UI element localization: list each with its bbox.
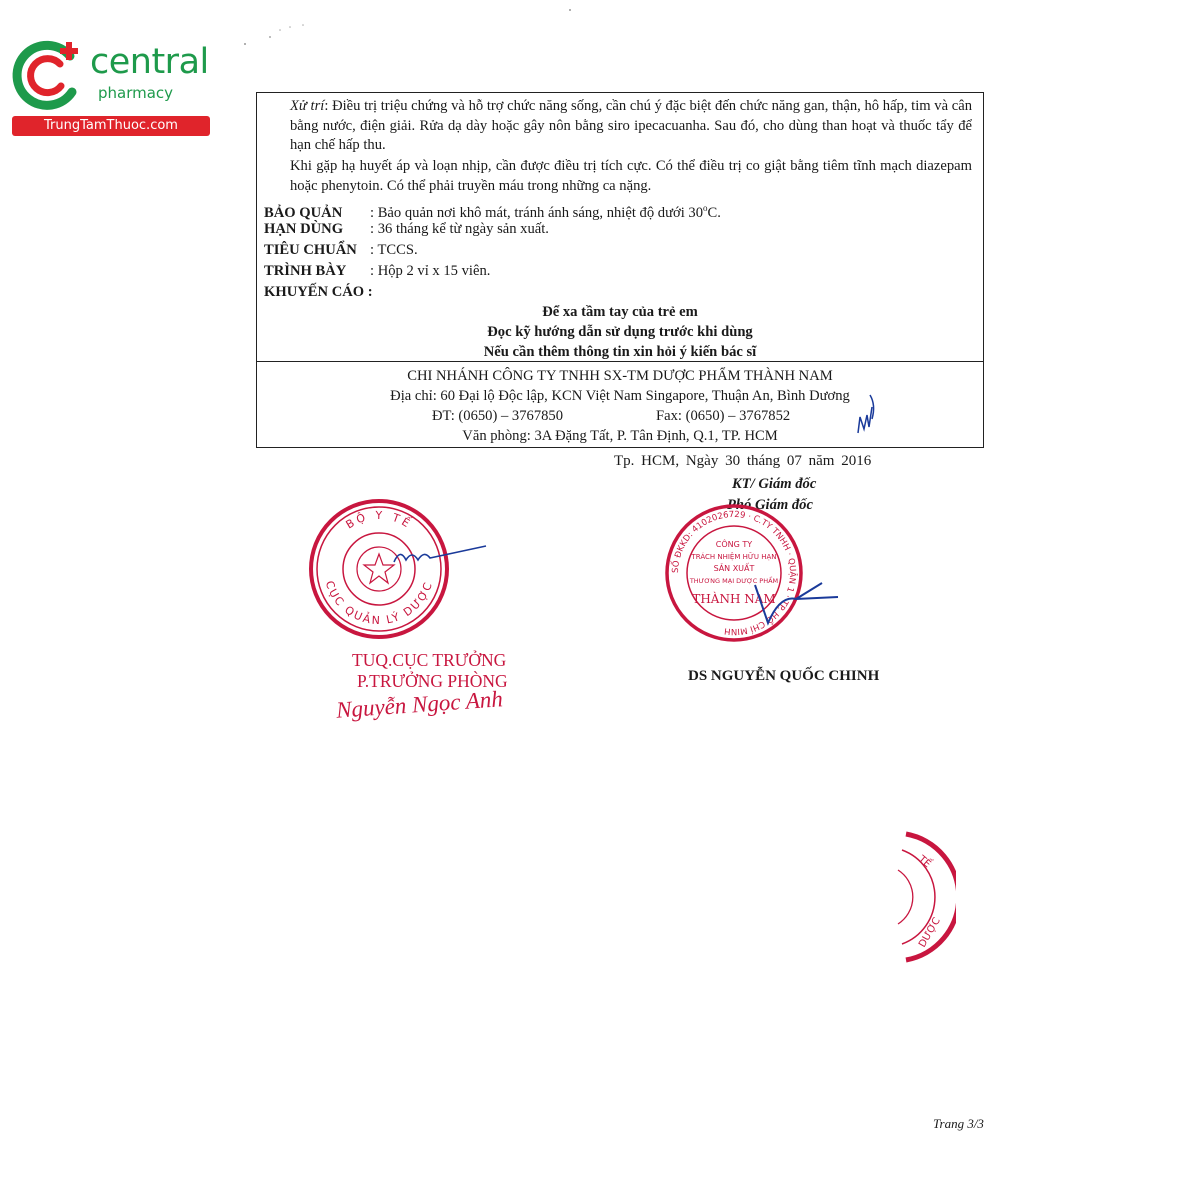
company-signature-icon xyxy=(750,575,845,630)
field-label: TIÊU CHUẨN xyxy=(264,242,357,258)
field-packaging xyxy=(264,261,490,281)
company-stamp-center-2: TRÁCH NHIỆM HỮU HẠN xyxy=(691,553,777,561)
signoff-role-2: Phó Giám đốc xyxy=(727,497,813,513)
field-expiry xyxy=(264,219,549,239)
field-value-suffix: C. xyxy=(707,204,721,221)
ministry-title-2: P.TRƯỞNG PHÒNG xyxy=(357,671,508,691)
treatment-paragraph-2 xyxy=(290,157,972,196)
treatment-text-1: : Điều trị triệu chứng và hỗ trợ chức năng sống, cần chú ý đặc biệt đến chức năng gan, thận, hô hấp, tim và cân bằng nước, điện giải. Rửa dạ dày hoặc gây nôn bằng siro ipecacuanha. Sau đó, cho dùng than hoạt và thuốc tẩy để hạn chế hấp thu. xyxy=(290,98,972,153)
scan-specks xyxy=(235,0,635,60)
degree-sup: o xyxy=(703,203,708,213)
ministry-signature-icon xyxy=(390,540,490,570)
logo-sub-text: pharmacy xyxy=(98,84,174,102)
company-fax: Fax: (0650) – 3767852 xyxy=(656,408,791,424)
field-value: : TCCS. xyxy=(370,242,418,258)
brand-logo xyxy=(10,38,215,138)
ministry-signer-name: Nguyễn Ngọc Anh xyxy=(335,686,504,723)
treatment-paragraph-1 xyxy=(290,97,972,156)
company-office: Văn phòng: 3A Đặng Tất, P. Tân Định, Q.1, TP. HCM xyxy=(462,428,778,444)
field-label: HẠN DÙNG xyxy=(264,221,344,237)
company-stamp-center-4: THƯƠNG MẠI DƯỢC PHẨM xyxy=(689,577,779,585)
logo-site-banner: TrungTamThuoc.com xyxy=(12,116,210,136)
date-line: Tp. HCM, Ngày 30 tháng 07 năm 2016 xyxy=(614,453,872,469)
partial-stamp-top: TẾ xyxy=(916,853,933,871)
initials-mark-icon xyxy=(850,385,880,440)
partial-stamp-bottom: DƯỢC xyxy=(917,915,943,950)
field-value-text: : Bảo quản nơi khô mát, tránh ánh sáng, nhiệt độ dưới 30 xyxy=(370,204,704,221)
warning-line: Đọc kỹ hướng dẫn sử dụng trước khi dùng xyxy=(487,324,753,340)
logo-brand-text: central xyxy=(90,42,209,82)
field-warnings xyxy=(264,282,373,302)
ministry-title-1: TUQ.CỤC TRƯỞNG xyxy=(352,650,507,670)
field-standard xyxy=(264,240,418,260)
company-name: CHI NHÁNH CÔNG TY TNHH SX-TM DƯỢC PHẨM THÀNH NAM xyxy=(407,368,833,384)
svg-text:CỤC QUẢN LÝ DƯỢC xyxy=(323,579,436,627)
field-label: KHUYẾN CÁO : xyxy=(264,284,373,300)
company-phone: ĐT: (0650) – 3767850 xyxy=(432,408,564,424)
treatment-label: Xử trí xyxy=(290,98,325,114)
company-stamp-ring: SỐ ĐKKD: 4102026729 · C.TY TNHH · QUẬN 1 · TP. HỒ CHÍ MINH xyxy=(670,509,798,637)
field-value: : 36 tháng kể từ ngày sản xuất. xyxy=(370,221,549,237)
company-stamp-center-3: SẢN XUẤT xyxy=(713,564,755,573)
signoff-role-1: KT/ Giám đốc xyxy=(732,476,817,492)
treatment-text-2: Khi gặp hạ huyết áp và loạn nhịp, cần được điều trị tích cực. Có thể điều trị co giật bằng tiêm tĩnh mạch diazepam hoặc phenytoin. Có thể phải truyền máu trong những ca nặng. xyxy=(290,158,972,194)
signer-name: DS NGUYỄN QUỐC CHINH xyxy=(688,668,880,684)
company-stamp-center-5: THÀNH NAM xyxy=(692,592,776,606)
company-address: Địa chỉ: 60 Đại lộ Độc lập, KCN Việt Nam Singapore, Thuận An, Bình Dương xyxy=(390,388,850,404)
ministry-stamp-top: BỘ Y TẾ xyxy=(343,508,415,532)
company-stamp-center-1: CÔNG TY xyxy=(715,540,753,549)
warning-line: Nếu cần thêm thông tin xin hỏi ý kiến bác sĩ xyxy=(483,344,757,360)
warning-line: Để xa tầm tay của trẻ em xyxy=(542,304,698,320)
field-label: TRÌNH BÀY xyxy=(264,263,347,279)
field-label: BẢO QUẢN xyxy=(264,204,343,221)
page-number: Trang 3/3 xyxy=(933,1116,984,1131)
partial-seal-stamp xyxy=(896,830,956,965)
central-pharmacy-logo-icon xyxy=(10,38,88,112)
ministry-stamp-bottom: CỤC QUẢN LÝ DƯỢC xyxy=(322,579,436,628)
field-value: : Hộp 2 vỉ x 15 viên. xyxy=(370,263,491,279)
